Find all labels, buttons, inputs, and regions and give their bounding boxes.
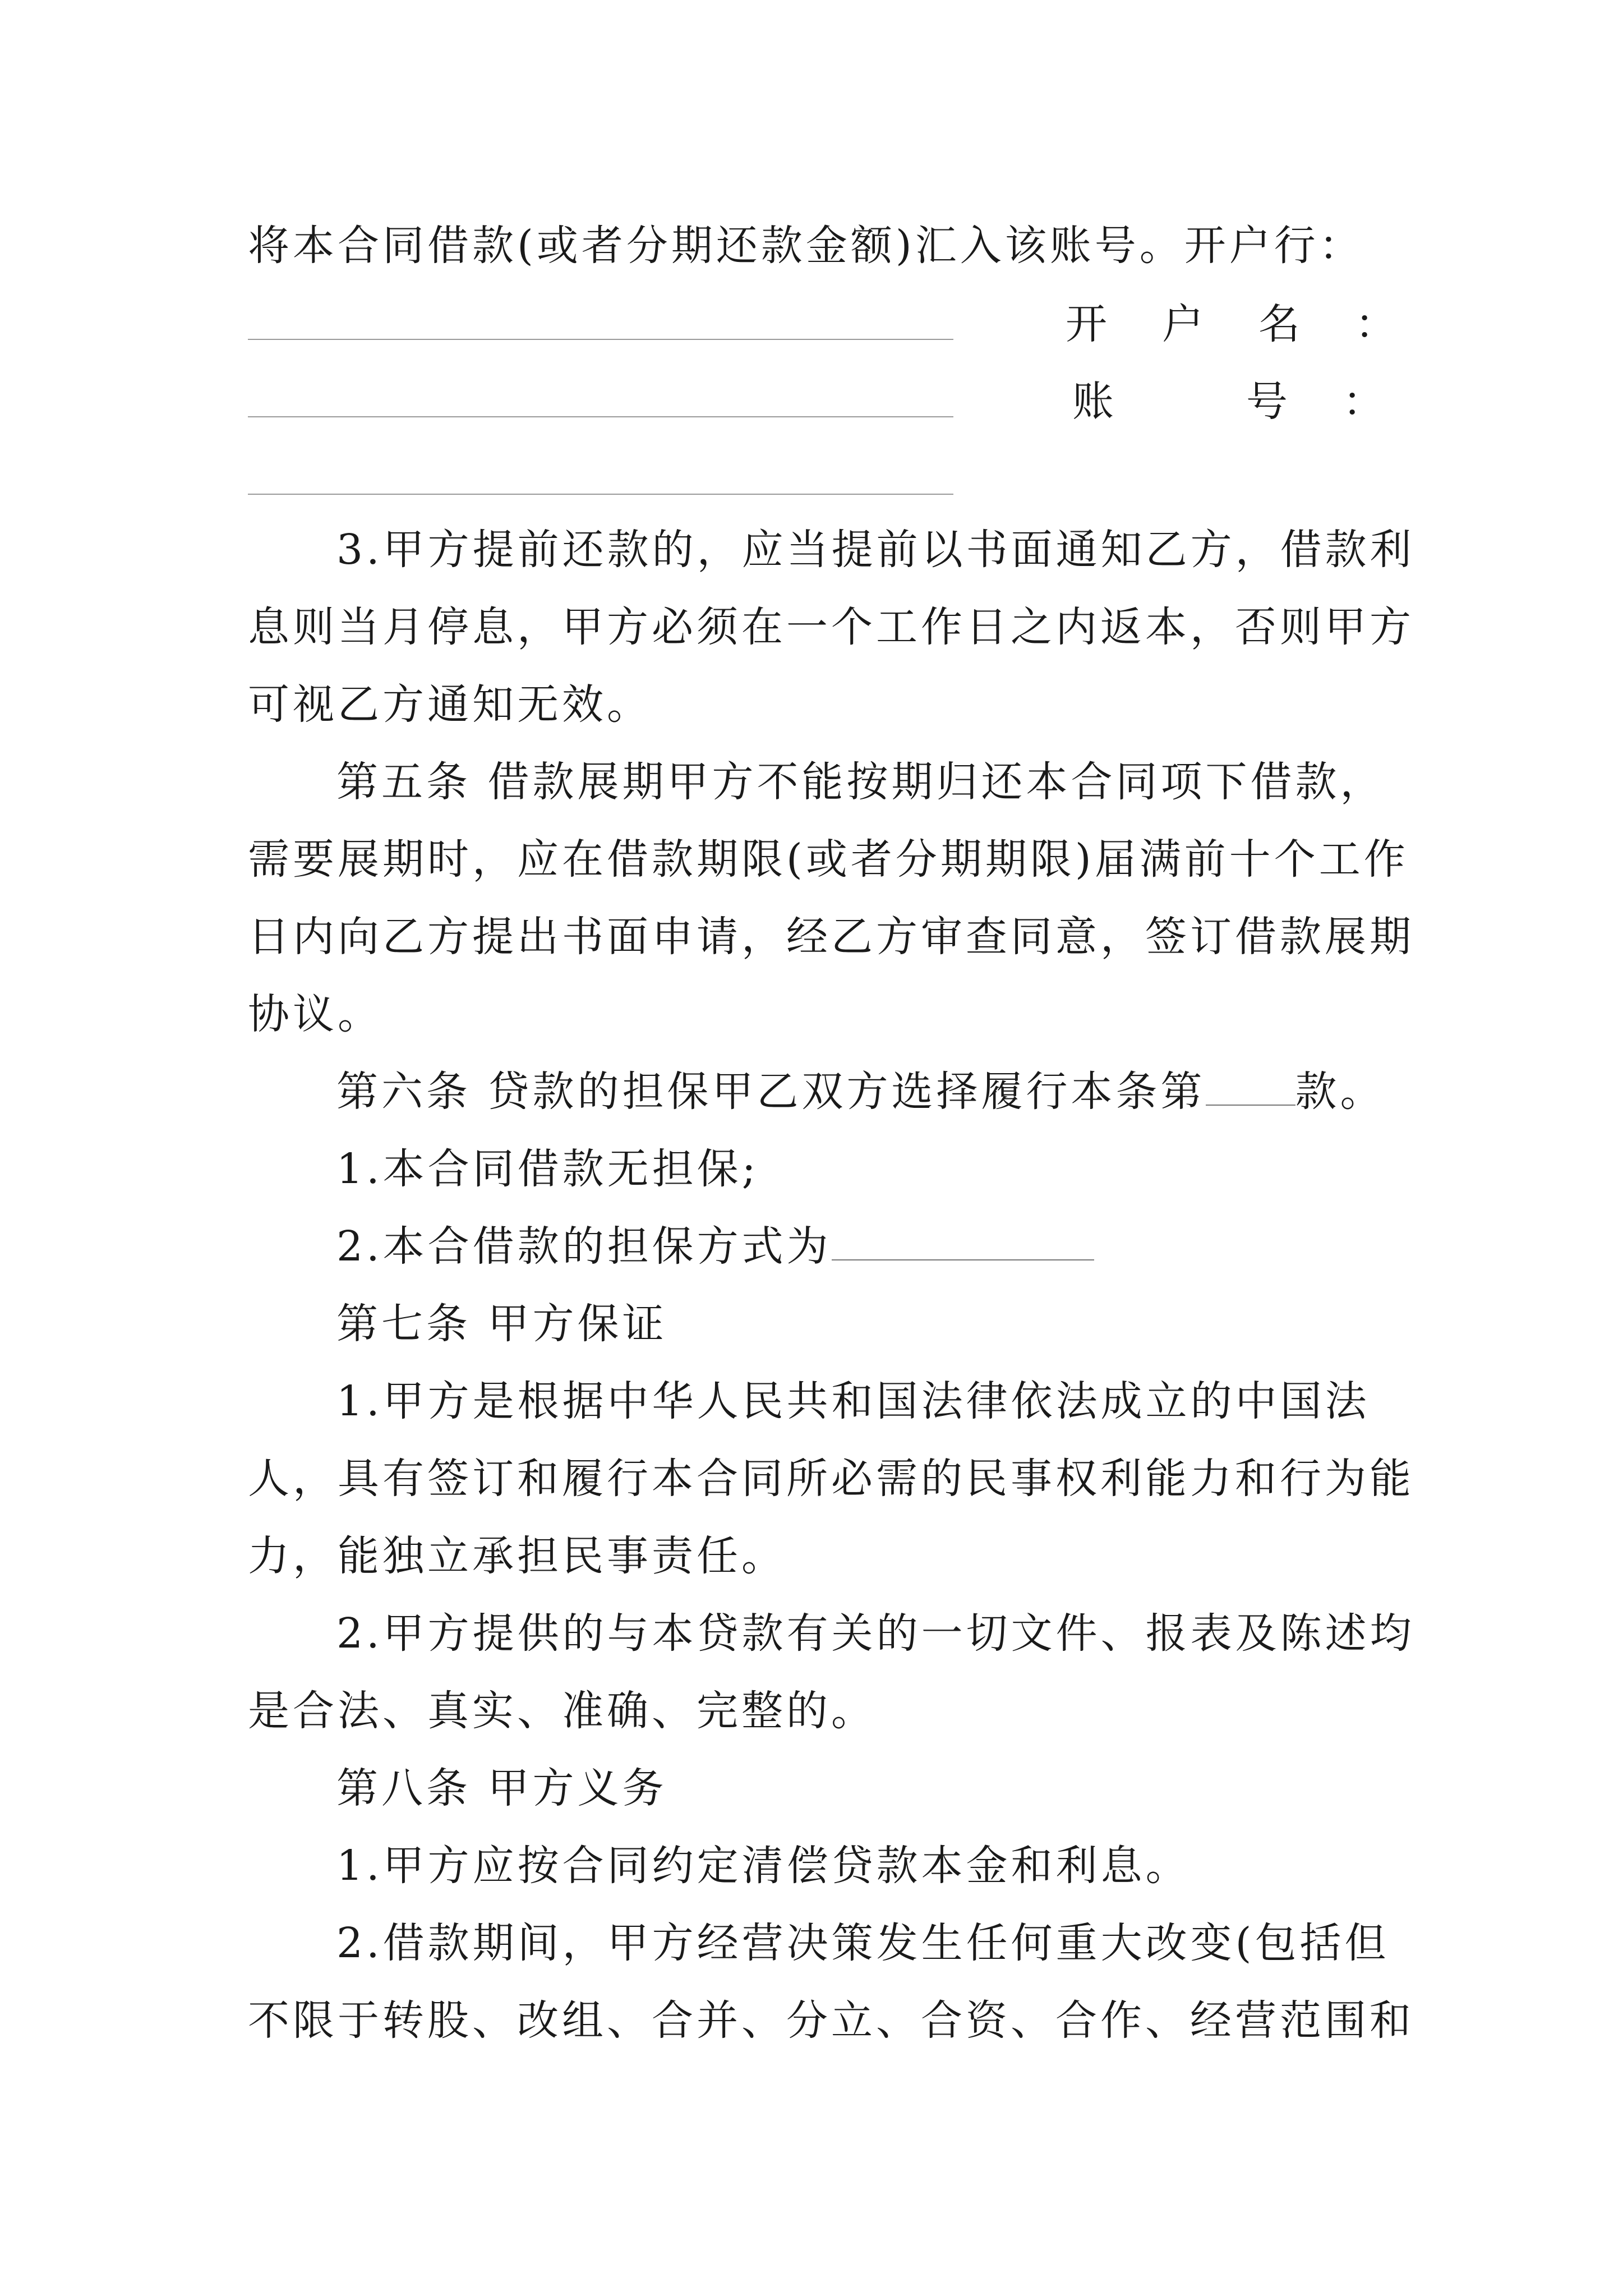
account-number-blank[interactable] bbox=[248, 494, 953, 495]
article-7-item-2-line-2: 是合法、真实、准确、完整的。 bbox=[248, 1687, 876, 1735]
clause-3-line-3: 可视乙方通知无效。 bbox=[248, 680, 652, 729]
article-7-item-2-line-1: 2.甲方提供的与本贷款有关的一切文件、报表及陈述均 bbox=[336, 1609, 1415, 1658]
guarantee-method-blank[interactable] bbox=[832, 1220, 1094, 1260]
account-name-label: 开 户 名 ： bbox=[1066, 300, 1396, 348]
article-8-item-2-line-1: 2.借款期间，甲方经营决策发生任何重大改变(包括但 bbox=[336, 1919, 1390, 1967]
article-8-item-2-line-2: 不限于转股、改组、合并、分立、合资、合作、经营范围和 bbox=[248, 1996, 1414, 2045]
account-number-label: 账 号 ： bbox=[1072, 378, 1384, 426]
article-7-item-1-line-3: 力，能独立承担民事责任。 bbox=[248, 1532, 786, 1580]
account-intro-line: 将本合同借款(或者分期还款金额)汇入该账号。开户行： bbox=[248, 222, 1364, 270]
article-6-item-1: 1.本合同借款无担保; bbox=[336, 1145, 759, 1193]
article-6-heading bbox=[336, 1064, 1385, 1120]
article-7-item-1-line-1: 1.甲方是根据中华人民共和国法律依法成立的中国法 bbox=[336, 1377, 1370, 1425]
article-6-item-2 bbox=[336, 1218, 1094, 1274]
account-name-blank[interactable] bbox=[248, 416, 953, 417]
article-6-item-2-text: 2.本合借款的担保方式为 bbox=[336, 1222, 832, 1271]
article-8-item-1: 1.甲方应按合同约定清偿贷款本金和利息。 bbox=[336, 1842, 1191, 1890]
article-7-heading: 第七条 甲方保证 bbox=[336, 1300, 667, 1348]
article-5-line-2: 需要展期时，应在借款期限(或者分期期限)届满前十个工作 bbox=[248, 835, 1409, 884]
article-6-heading-suffix: 款。 bbox=[1295, 1068, 1385, 1116]
article-6-heading-text: 第六条 贷款的担保甲乙双方选择履行本条第 bbox=[336, 1068, 1206, 1116]
clause-3-line-1: 3.甲方提前还款的，应当提前以书面通知乙方，借款利 bbox=[336, 526, 1415, 574]
bank-name-blank[interactable] bbox=[248, 339, 953, 340]
article-5-line-3: 日内向乙方提出书面申请，经乙方审查同意，签订借款展期 bbox=[248, 913, 1414, 961]
article-8-heading: 第八条 甲方义务 bbox=[336, 1764, 667, 1812]
article-7-item-1-line-2: 人，具有签订和履行本合同所必需的民事权利能力和行为能 bbox=[248, 1455, 1414, 1503]
article-5-line-4: 协议。 bbox=[248, 990, 382, 1038]
article-5-line-1: 第五条 借款展期甲方不能按期归还本合同项下借款， bbox=[336, 758, 1385, 806]
clause-choice-blank[interactable] bbox=[1206, 1065, 1295, 1106]
clause-3-line-2: 息则当月停息，甲方必须在一个工作日之内返本，否则甲方 bbox=[248, 603, 1414, 651]
